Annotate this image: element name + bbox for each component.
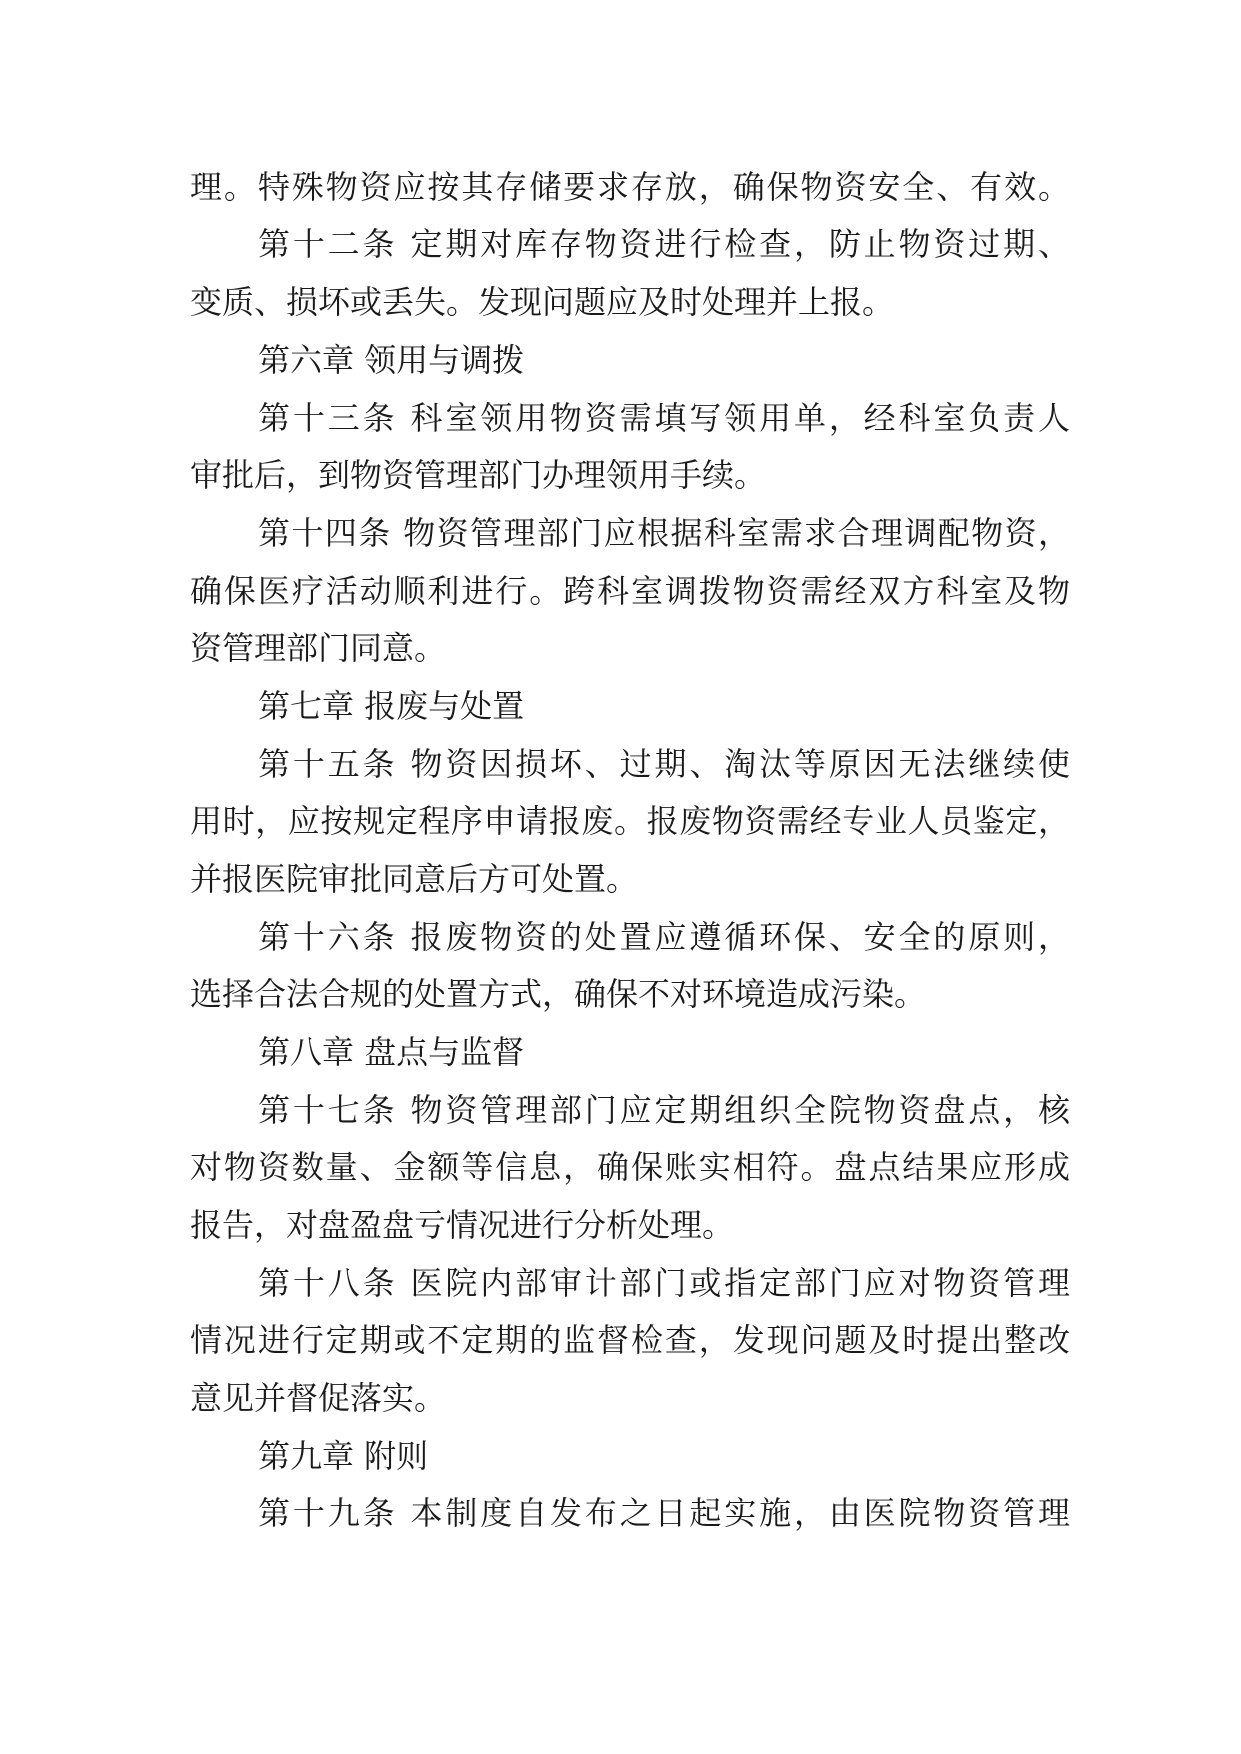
article-12-line: 第十二条 定期对库存物资进行检查，防止物资过期、: [258, 225, 1070, 263]
article-15-line: 第十五条 物资因损坏、过期、淘汰等原因无法继续使: [258, 745, 1070, 783]
text-line: 审批后，到物资管理部门办理领用手续。: [190, 456, 767, 494]
article-19-line: 第十九条 本制度自发布之日起实施，由医院物资管理: [258, 1494, 1070, 1532]
chapter-8-heading: 第八章 盘点与监督: [258, 1033, 525, 1071]
text-line: 资管理部门同意。: [190, 629, 447, 667]
text-line: 用时，应按规定程序申请报废。报废物资需经专业人员鉴定，: [190, 802, 1070, 840]
text-line: 情况进行定期或不定期的监督检查，发现问题及时提出整改: [190, 1321, 1070, 1359]
article-18-line: 第十八条 医院内部审计部门或指定部门应对物资管理: [258, 1264, 1070, 1302]
article-13-line: 第十三条 科室领用物资需填写领用单，经科室负责人: [258, 399, 1070, 437]
text-line: 报告，对盘盈盘亏情况进行分析处理。: [190, 1206, 735, 1244]
article-14-line: 第十四条 物资管理部门应根据科室需求合理调配物资，: [258, 514, 1070, 552]
text-line: 意见并督促落实。: [190, 1379, 447, 1417]
chapter-9-heading: 第九章 附则: [258, 1437, 429, 1475]
text-line: 选择合法合规的处置方式，确保不对环境造成污染。: [190, 975, 927, 1013]
text-line: 理。特殊物资应按其存储要求存放，确保物资安全、有效。: [190, 168, 1070, 206]
article-16-line: 第十六条 报废物资的处置应遵循环保、安全的原则，: [258, 918, 1070, 956]
text-line: 对物资数量、金额等信息，确保账实相符。盘点结果应形成: [190, 1148, 1070, 1186]
text-line: 确保医疗活动顺利进行。跨科室调拨物资需经双方科室及物: [190, 572, 1070, 610]
chapter-6-heading: 第六章 领用与调拨: [258, 341, 525, 379]
article-17-line: 第十七条 物资管理部门应定期组织全院物资盘点，核: [258, 1091, 1070, 1129]
text-line: 变质、损坏或丢失。发现问题应及时处理并上报。: [190, 283, 895, 321]
chapter-7-heading: 第七章 报废与处置: [258, 687, 525, 725]
text-line: 并报医院审批同意后方可处置。: [190, 860, 639, 898]
